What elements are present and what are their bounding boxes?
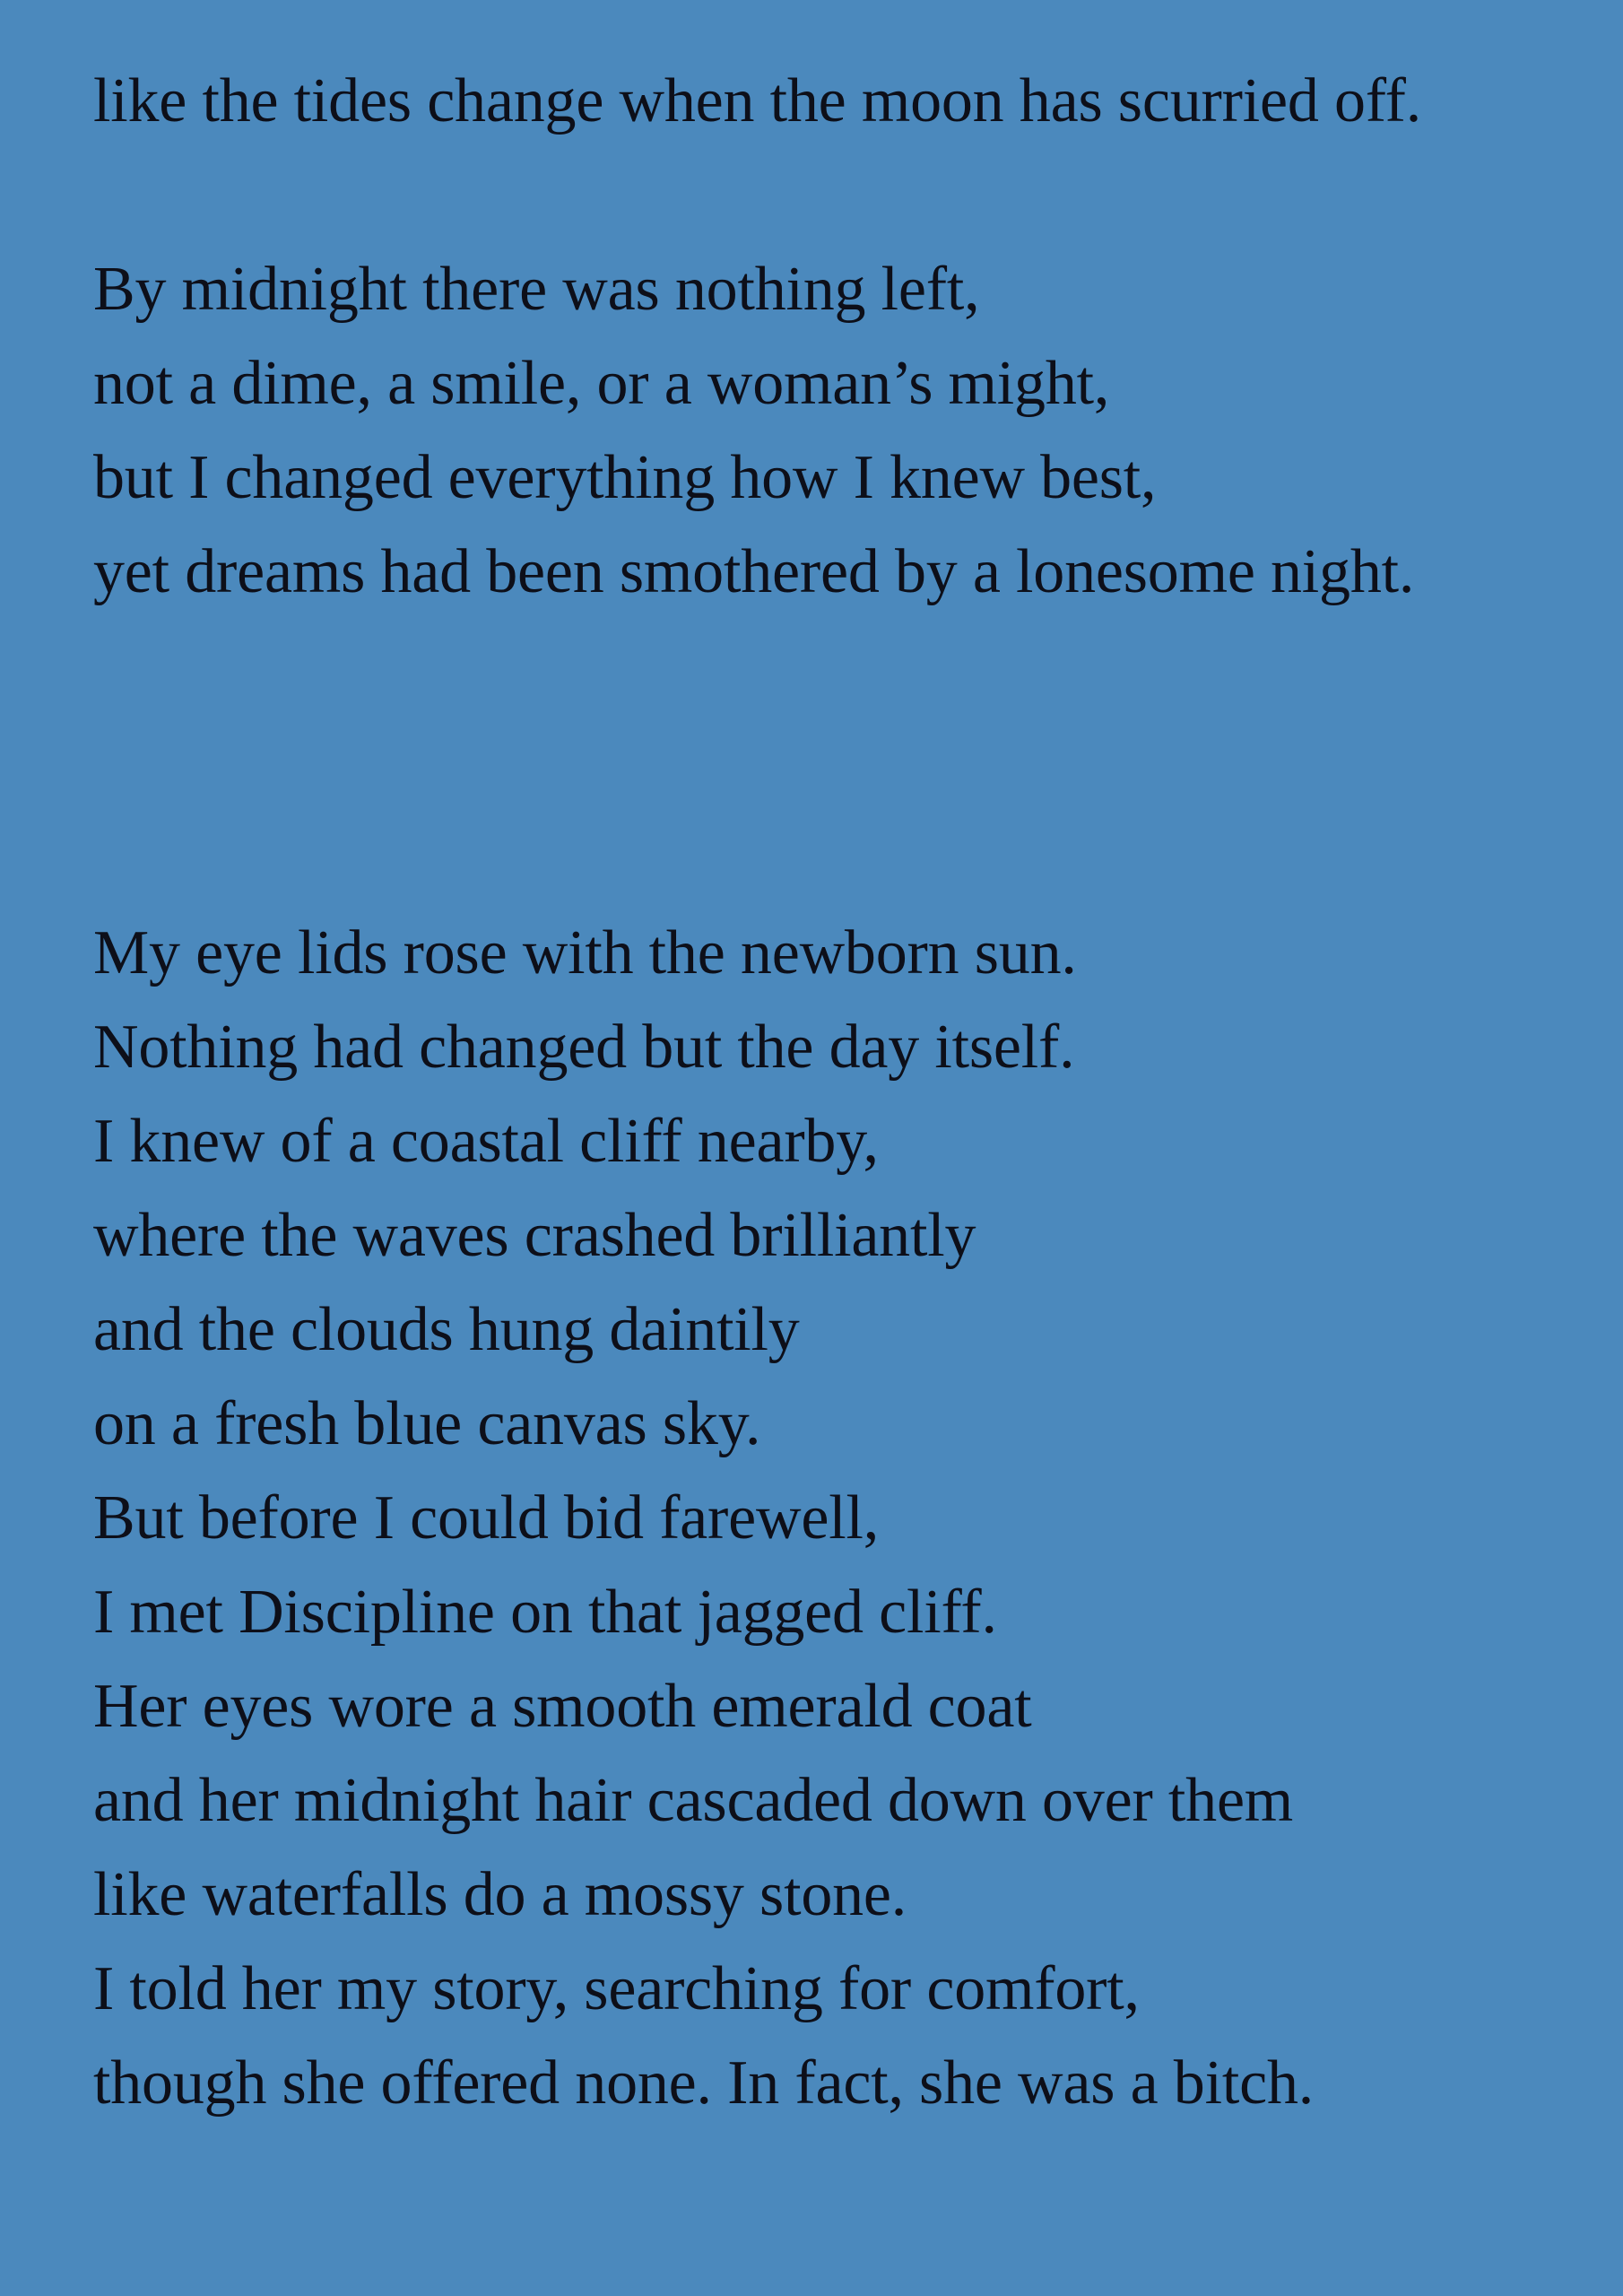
poem-line: not a dime, a smile, or a woman’s might, [93,349,1110,418]
poem-line: and the clouds hung daintily [93,1295,800,1364]
poem-line: and her midnight hair cascaded down over them [93,1766,1294,1835]
poem-line: yet dreams had been smothered by a lonesome night. [93,537,1415,606]
poem-line: though she offered none. In fact, she was a bitch. [93,2048,1315,2118]
poem-line: But before I could bid farewell, [93,1483,880,1552]
poem-line: I knew of a coastal cliff nearby, [93,1107,879,1176]
poem-line: My eye lids rose with the newborn sun. [93,918,1077,987]
poem-line: Nothing had changed but the day itself. [93,1013,1075,1082]
stanza-3 [93,906,1314,2130]
poem-line: on a fresh blue canvas sky. [93,1389,761,1458]
poem-line: like the tides change when the moon has scurried off. [93,66,1422,135]
stanza-2 [93,242,1414,619]
poem-line: like waterfalls do a mossy stone. [93,1860,907,1929]
poem-line: I met Discipline on that jagged cliff. [93,1578,997,1647]
poem-line: where the waves crashed brilliantly [93,1201,976,1270]
stanza-1 [93,54,1421,148]
poem-line: I told her my story, searching for comfort, [93,1954,1140,2023]
poem-line: but I changed everything how I knew best, [93,443,1157,512]
poem-line: Her eyes wore a smooth emerald coat [93,1672,1032,1741]
poem-line: By midnight there was nothing left, [93,255,980,324]
